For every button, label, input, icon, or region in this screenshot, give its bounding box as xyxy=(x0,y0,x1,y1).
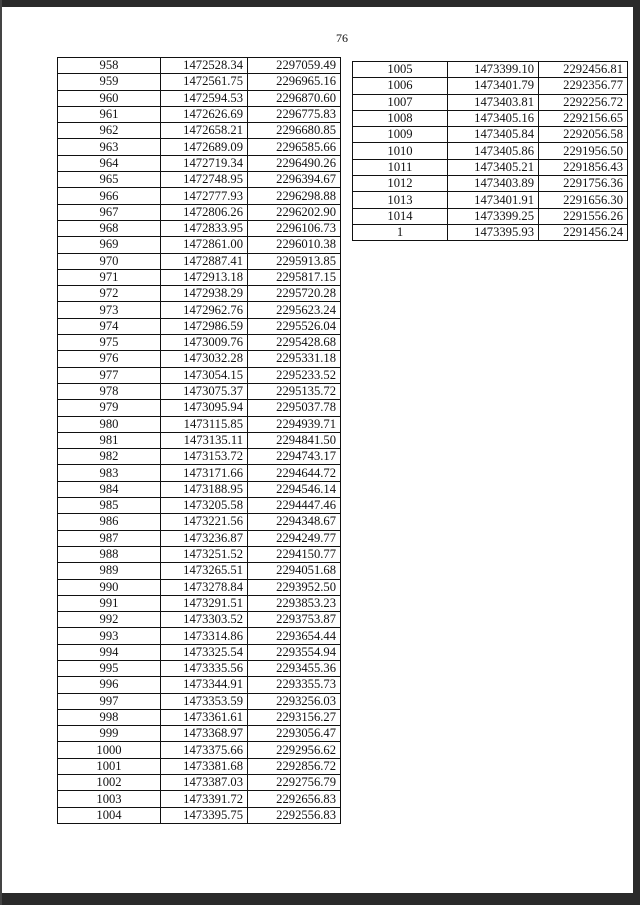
x-coordinate-cell: 1473405.21 xyxy=(448,159,539,175)
point-number-cell: 974 xyxy=(58,318,161,334)
point-number-cell: 979 xyxy=(58,400,161,416)
point-number-cell: 962 xyxy=(58,123,161,139)
point-number-cell: 975 xyxy=(58,335,161,351)
table-row xyxy=(58,172,341,188)
x-coordinate-cell: 1473399.25 xyxy=(448,208,539,224)
point-number-cell: 1013 xyxy=(353,192,448,208)
table-row xyxy=(58,220,341,236)
point-number-cell: 964 xyxy=(58,155,161,171)
x-coordinate-cell: 1473353.59 xyxy=(161,693,248,709)
table-row xyxy=(58,269,341,285)
point-number-cell: 990 xyxy=(58,579,161,595)
table-row xyxy=(58,498,341,514)
point-number-cell: 1003 xyxy=(58,791,161,807)
table-row xyxy=(58,481,341,497)
x-coordinate-cell: 1472719.34 xyxy=(161,155,248,171)
table-row xyxy=(58,660,341,676)
x-coordinate-cell: 1473171.66 xyxy=(161,465,248,481)
scan-edge-top xyxy=(0,0,640,7)
table-row xyxy=(58,416,341,432)
table-row xyxy=(353,143,628,159)
table-row xyxy=(58,449,341,465)
table-row xyxy=(58,188,341,204)
point-number-cell: 978 xyxy=(58,383,161,399)
x-coordinate-cell: 1473401.79 xyxy=(448,78,539,94)
x-coordinate-cell: 1473325.54 xyxy=(161,644,248,660)
x-coordinate-cell: 1472528.34 xyxy=(161,58,248,74)
y-coordinate-cell: 2294743.17 xyxy=(248,449,341,465)
point-number-cell: 1011 xyxy=(353,159,448,175)
y-coordinate-cell: 2294939.71 xyxy=(248,416,341,432)
x-coordinate-cell: 1473401.91 xyxy=(448,192,539,208)
table-row xyxy=(353,127,628,143)
page-number: 76 xyxy=(336,31,348,45)
point-number-cell: 989 xyxy=(58,563,161,579)
x-coordinate-cell: 1473032.28 xyxy=(161,351,248,367)
x-coordinate-cell: 1473265.51 xyxy=(161,563,248,579)
x-coordinate-cell: 1473009.76 xyxy=(161,335,248,351)
x-coordinate-cell: 1473303.52 xyxy=(161,612,248,628)
table-row xyxy=(353,62,628,78)
y-coordinate-cell: 2296965.16 xyxy=(248,74,341,90)
x-coordinate-cell: 1473391.72 xyxy=(161,791,248,807)
y-coordinate-cell: 2295233.52 xyxy=(248,367,341,383)
y-coordinate-cell: 2292256.72 xyxy=(539,94,628,110)
y-coordinate-cell: 2295817.15 xyxy=(248,269,341,285)
table-row xyxy=(58,726,341,742)
scan-edge-bottom xyxy=(0,893,640,905)
point-number-cell: 991 xyxy=(58,595,161,611)
y-coordinate-cell: 2293554.94 xyxy=(248,644,341,660)
x-coordinate-cell: 1473135.11 xyxy=(161,432,248,448)
x-coordinate-cell: 1473291.51 xyxy=(161,595,248,611)
point-number-cell: 980 xyxy=(58,416,161,432)
y-coordinate-cell: 2295428.68 xyxy=(248,335,341,351)
point-number-cell: 968 xyxy=(58,220,161,236)
x-coordinate-cell: 1472806.26 xyxy=(161,204,248,220)
point-number-cell: 1 xyxy=(353,224,448,240)
point-number-cell: 1010 xyxy=(353,143,448,159)
x-coordinate-cell: 1473314.86 xyxy=(161,628,248,644)
y-coordinate-cell: 2293654.44 xyxy=(248,628,341,644)
x-coordinate-cell: 1473405.16 xyxy=(448,110,539,126)
coordinates-table-left xyxy=(57,57,341,824)
x-coordinate-cell: 1473395.93 xyxy=(448,224,539,240)
y-coordinate-cell: 2296775.83 xyxy=(248,106,341,122)
x-coordinate-cell: 1473375.66 xyxy=(161,742,248,758)
y-coordinate-cell: 2292956.62 xyxy=(248,742,341,758)
y-coordinate-cell: 2291856.43 xyxy=(539,159,628,175)
table-row xyxy=(58,432,341,448)
x-coordinate-cell: 1472748.95 xyxy=(161,172,248,188)
x-coordinate-cell: 1472658.21 xyxy=(161,123,248,139)
x-coordinate-cell: 1472689.09 xyxy=(161,139,248,155)
y-coordinate-cell: 2296870.60 xyxy=(248,90,341,106)
x-coordinate-cell: 1472861.00 xyxy=(161,237,248,253)
point-number-cell: 961 xyxy=(58,106,161,122)
table-row xyxy=(58,335,341,351)
y-coordinate-cell: 2294644.72 xyxy=(248,465,341,481)
point-number-cell: 965 xyxy=(58,172,161,188)
x-coordinate-cell: 1473381.68 xyxy=(161,758,248,774)
table-row xyxy=(58,253,341,269)
table-row xyxy=(58,612,341,628)
y-coordinate-cell: 2296680.85 xyxy=(248,123,341,139)
x-coordinate-cell: 1473399.10 xyxy=(448,62,539,78)
table-row xyxy=(58,351,341,367)
y-coordinate-cell: 2295331.18 xyxy=(248,351,341,367)
table-row xyxy=(58,318,341,334)
point-number-cell: 1008 xyxy=(353,110,448,126)
y-coordinate-cell: 2293156.27 xyxy=(248,709,341,725)
point-number-cell: 983 xyxy=(58,465,161,481)
point-number-cell: 970 xyxy=(58,253,161,269)
x-coordinate-cell: 1473251.52 xyxy=(161,546,248,562)
table-row xyxy=(58,742,341,758)
table-row xyxy=(58,139,341,155)
y-coordinate-cell: 2291756.36 xyxy=(539,176,628,192)
x-coordinate-cell: 1473344.91 xyxy=(161,677,248,693)
x-coordinate-cell: 1473205.58 xyxy=(161,498,248,514)
point-number-cell: 995 xyxy=(58,660,161,676)
table-row xyxy=(58,546,341,562)
y-coordinate-cell: 2292656.83 xyxy=(248,791,341,807)
x-coordinate-cell: 1472887.41 xyxy=(161,253,248,269)
table-row xyxy=(353,224,628,240)
point-number-cell: 994 xyxy=(58,644,161,660)
table-row xyxy=(58,693,341,709)
point-number-cell: 988 xyxy=(58,546,161,562)
x-coordinate-cell: 1473403.89 xyxy=(448,176,539,192)
x-coordinate-cell: 1472913.18 xyxy=(161,269,248,285)
y-coordinate-cell: 2292056.58 xyxy=(539,127,628,143)
table-row xyxy=(58,367,341,383)
table-row xyxy=(58,237,341,253)
scan-edge-right xyxy=(633,0,640,905)
x-coordinate-cell: 1473403.81 xyxy=(448,94,539,110)
point-number-cell: 972 xyxy=(58,286,161,302)
y-coordinate-cell: 2296202.90 xyxy=(248,204,341,220)
x-coordinate-cell: 1473188.95 xyxy=(161,481,248,497)
x-coordinate-cell: 1473405.84 xyxy=(448,127,539,143)
y-coordinate-cell: 2294051.68 xyxy=(248,563,341,579)
x-coordinate-cell: 1473115.85 xyxy=(161,416,248,432)
y-coordinate-cell: 2292156.65 xyxy=(539,110,628,126)
y-coordinate-cell: 2293256.03 xyxy=(248,693,341,709)
y-coordinate-cell: 2293853.23 xyxy=(248,595,341,611)
point-number-cell: 997 xyxy=(58,693,161,709)
x-coordinate-cell: 1472626.69 xyxy=(161,106,248,122)
table-row xyxy=(58,677,341,693)
point-number-cell: 959 xyxy=(58,74,161,90)
scan-edge-left xyxy=(0,0,2,905)
point-number-cell: 986 xyxy=(58,514,161,530)
y-coordinate-cell: 2291456.24 xyxy=(539,224,628,240)
table-row xyxy=(58,628,341,644)
y-coordinate-cell: 2292556.83 xyxy=(248,807,341,823)
point-number-cell: 963 xyxy=(58,139,161,155)
table-row xyxy=(58,400,341,416)
point-number-cell: 976 xyxy=(58,351,161,367)
y-coordinate-cell: 2294150.77 xyxy=(248,546,341,562)
point-number-cell: 981 xyxy=(58,432,161,448)
y-coordinate-cell: 2293952.50 xyxy=(248,579,341,595)
x-coordinate-cell: 1472777.93 xyxy=(161,188,248,204)
y-coordinate-cell: 2293056.47 xyxy=(248,726,341,742)
y-coordinate-cell: 2295526.04 xyxy=(248,318,341,334)
x-coordinate-cell: 1472986.59 xyxy=(161,318,248,334)
table-row xyxy=(353,159,628,175)
y-coordinate-cell: 2293355.73 xyxy=(248,677,341,693)
table-row xyxy=(353,110,628,126)
point-number-cell: 982 xyxy=(58,449,161,465)
point-number-cell: 973 xyxy=(58,302,161,318)
point-number-cell: 967 xyxy=(58,204,161,220)
y-coordinate-cell: 2296298.88 xyxy=(248,188,341,204)
x-coordinate-cell: 1473054.15 xyxy=(161,367,248,383)
point-number-cell: 966 xyxy=(58,188,161,204)
point-number-cell: 999 xyxy=(58,726,161,742)
table-row xyxy=(58,123,341,139)
table-row xyxy=(353,94,628,110)
x-coordinate-cell: 1473236.87 xyxy=(161,530,248,546)
table-row xyxy=(58,775,341,791)
y-coordinate-cell: 2292756.79 xyxy=(248,775,341,791)
x-coordinate-cell: 1472962.76 xyxy=(161,302,248,318)
x-coordinate-cell: 1473095.94 xyxy=(161,400,248,416)
table-row xyxy=(58,595,341,611)
y-coordinate-cell: 2293455.36 xyxy=(248,660,341,676)
point-number-cell: 993 xyxy=(58,628,161,644)
point-number-cell: 969 xyxy=(58,237,161,253)
y-coordinate-cell: 2291556.26 xyxy=(539,208,628,224)
x-coordinate-cell: 1473075.37 xyxy=(161,383,248,399)
table-row xyxy=(58,155,341,171)
point-number-cell: 1002 xyxy=(58,775,161,791)
point-number-cell: 987 xyxy=(58,530,161,546)
x-coordinate-cell: 1473335.56 xyxy=(161,660,248,676)
x-coordinate-cell: 1473395.75 xyxy=(161,807,248,823)
table-row xyxy=(58,791,341,807)
y-coordinate-cell: 2296585.66 xyxy=(248,139,341,155)
point-number-cell: 960 xyxy=(58,90,161,106)
x-coordinate-cell: 1472594.53 xyxy=(161,90,248,106)
x-coordinate-cell: 1473361.61 xyxy=(161,709,248,725)
y-coordinate-cell: 2292356.77 xyxy=(539,78,628,94)
y-coordinate-cell: 2294348.67 xyxy=(248,514,341,530)
table-row xyxy=(58,514,341,530)
table-row xyxy=(58,644,341,660)
y-coordinate-cell: 2295037.78 xyxy=(248,400,341,416)
table-row xyxy=(58,286,341,302)
x-coordinate-cell: 1473368.97 xyxy=(161,726,248,742)
table-row xyxy=(58,74,341,90)
table-row xyxy=(353,78,628,94)
x-coordinate-cell: 1473221.56 xyxy=(161,514,248,530)
table-row xyxy=(58,709,341,725)
y-coordinate-cell: 2295913.85 xyxy=(248,253,341,269)
coordinates-table-right xyxy=(352,61,628,241)
x-coordinate-cell: 1473387.03 xyxy=(161,775,248,791)
table-row xyxy=(58,90,341,106)
y-coordinate-cell: 2294249.77 xyxy=(248,530,341,546)
y-coordinate-cell: 2295623.24 xyxy=(248,302,341,318)
table-row xyxy=(353,176,628,192)
y-coordinate-cell: 2292856.72 xyxy=(248,758,341,774)
table-row xyxy=(353,208,628,224)
y-coordinate-cell: 2291656.30 xyxy=(539,192,628,208)
point-number-cell: 1012 xyxy=(353,176,448,192)
y-coordinate-cell: 2294546.14 xyxy=(248,481,341,497)
y-coordinate-cell: 2293753.87 xyxy=(248,612,341,628)
x-coordinate-cell: 1473278.84 xyxy=(161,579,248,595)
table-row xyxy=(58,758,341,774)
table-row xyxy=(58,383,341,399)
table-row xyxy=(58,58,341,74)
y-coordinate-cell: 2295720.28 xyxy=(248,286,341,302)
y-coordinate-cell: 2296394.67 xyxy=(248,172,341,188)
x-coordinate-cell: 1472938.29 xyxy=(161,286,248,302)
y-coordinate-cell: 2294841.50 xyxy=(248,432,341,448)
table-row xyxy=(58,530,341,546)
point-number-cell: 1005 xyxy=(353,62,448,78)
point-number-cell: 984 xyxy=(58,481,161,497)
point-number-cell: 1009 xyxy=(353,127,448,143)
table-row xyxy=(58,563,341,579)
point-number-cell: 971 xyxy=(58,269,161,285)
point-number-cell: 1004 xyxy=(58,807,161,823)
point-number-cell: 1001 xyxy=(58,758,161,774)
point-number-cell: 1006 xyxy=(353,78,448,94)
point-number-cell: 958 xyxy=(58,58,161,74)
point-number-cell: 996 xyxy=(58,677,161,693)
y-coordinate-cell: 2296010.38 xyxy=(248,237,341,253)
y-coordinate-cell: 2295135.72 xyxy=(248,383,341,399)
table-row xyxy=(58,204,341,220)
point-number-cell: 1000 xyxy=(58,742,161,758)
x-coordinate-cell: 1473153.72 xyxy=(161,449,248,465)
y-coordinate-cell: 2294447.46 xyxy=(248,498,341,514)
point-number-cell: 1007 xyxy=(353,94,448,110)
y-coordinate-cell: 2296106.73 xyxy=(248,220,341,236)
y-coordinate-cell: 2297059.49 xyxy=(248,58,341,74)
table-row xyxy=(58,302,341,318)
x-coordinate-cell: 1472561.75 xyxy=(161,74,248,90)
y-coordinate-cell: 2296490.26 xyxy=(248,155,341,171)
x-coordinate-cell: 1472833.95 xyxy=(161,220,248,236)
table-row xyxy=(58,579,341,595)
x-coordinate-cell: 1473405.86 xyxy=(448,143,539,159)
point-number-cell: 998 xyxy=(58,709,161,725)
table-row xyxy=(58,465,341,481)
y-coordinate-cell: 2291956.50 xyxy=(539,143,628,159)
table-row xyxy=(353,192,628,208)
y-coordinate-cell: 2292456.81 xyxy=(539,62,628,78)
point-number-cell: 992 xyxy=(58,612,161,628)
point-number-cell: 977 xyxy=(58,367,161,383)
table-row xyxy=(58,106,341,122)
point-number-cell: 1014 xyxy=(353,208,448,224)
point-number-cell: 985 xyxy=(58,498,161,514)
table-row xyxy=(58,807,341,823)
